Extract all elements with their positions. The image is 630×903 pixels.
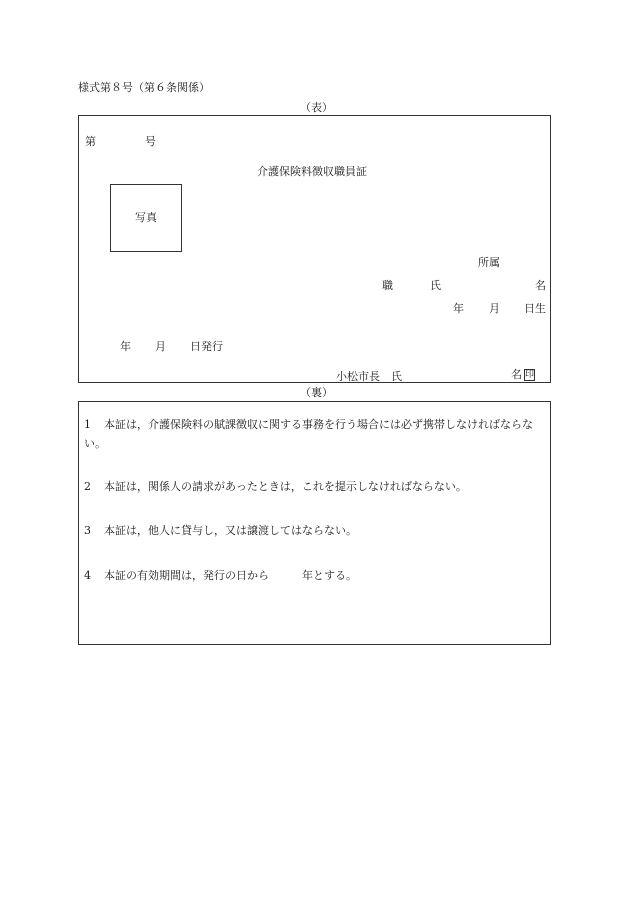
birth-month: 月 xyxy=(489,302,500,315)
name-mei: 名 xyxy=(535,279,546,292)
item-text: 本証は，他人に貸与し，又は譲渡してはならない。 xyxy=(104,524,357,537)
number-suffix: 号 xyxy=(145,135,156,148)
issue-month: 月 xyxy=(155,340,166,353)
item-text: 本証の有効期間は，発行の日から 年とする。 xyxy=(104,569,357,582)
item-number: 1 xyxy=(84,418,91,431)
item-number: 4 xyxy=(84,569,91,582)
back-item-3 xyxy=(84,521,550,540)
birth-year: 年 xyxy=(453,302,464,315)
name-shi: 氏 xyxy=(430,279,441,292)
mayor-mei-text: 名 xyxy=(511,368,522,381)
mayor-mei xyxy=(511,366,535,382)
back-item-1 xyxy=(84,415,550,453)
affiliation-label: 所属 xyxy=(478,256,500,269)
issue-day: 日発行 xyxy=(190,340,223,353)
job-label: 職 xyxy=(382,279,393,292)
item-number: 2 xyxy=(84,480,91,493)
birth-day: 日生 xyxy=(524,302,546,315)
mayor-label: 小松市長 氏 xyxy=(336,370,402,383)
photo-label: 写真 xyxy=(135,211,157,224)
item-text: 本証は，介護保険料の賦課徴収に関する事務を行う場合には必ず携帯しなければならない。 xyxy=(84,418,533,450)
back-item-4 xyxy=(84,566,550,585)
back-item-2 xyxy=(84,477,550,496)
issue-year: 年 xyxy=(120,340,131,353)
item-number: 3 xyxy=(84,524,91,537)
item-text: 本証は，関係人の請求があったときは，これを提示しなければならない。 xyxy=(104,480,467,493)
number-prefix: 第 xyxy=(85,135,96,148)
front-label: （表） xyxy=(300,101,333,114)
form-title: 様式第８号（第６条関係） xyxy=(78,81,210,94)
front-card xyxy=(78,115,551,383)
card-title: 介護保険料徴収職員証 xyxy=(257,165,367,178)
back-label: （裏） xyxy=(300,386,333,399)
photo-box xyxy=(110,184,182,252)
seal-mark: 印 xyxy=(525,370,535,380)
